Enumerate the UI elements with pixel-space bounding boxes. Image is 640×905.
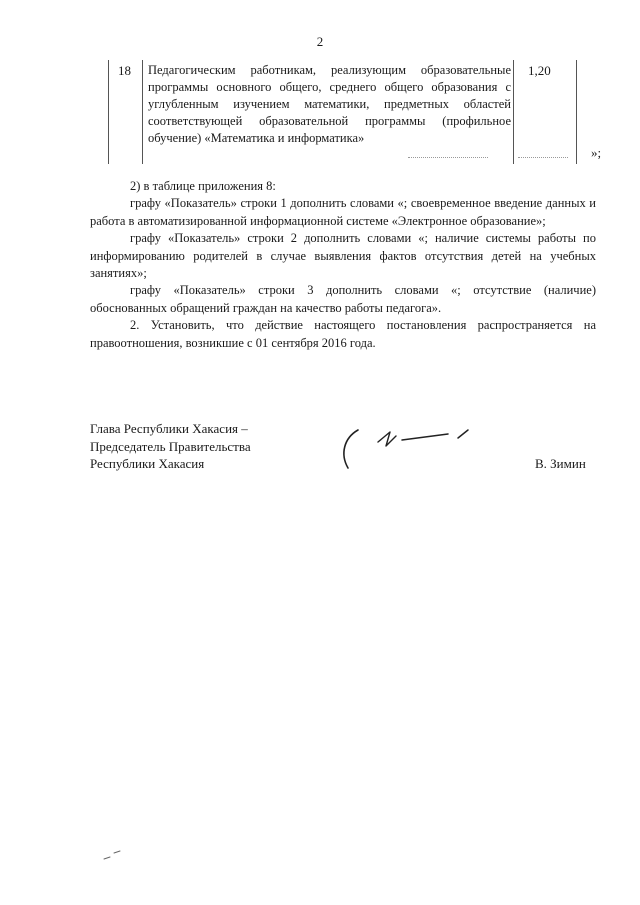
table-row-description: Педагогическим работникам, реализующим образовательные программы основного общего, среднего общего образования с углубленным изучением математики, предметных областей соответствующей образовательной программы (профильное обучение) «Математика и информатика» — [148, 63, 511, 145]
page-number: 2 — [316, 34, 324, 49]
handwritten-signature — [330, 420, 480, 475]
table-row-18 — [108, 60, 602, 164]
table-border-left — [108, 60, 109, 164]
table-border-text — [513, 60, 514, 164]
scan-mark — [100, 845, 140, 865]
table-border-right — [576, 60, 577, 164]
dotted-underline-2 — [518, 157, 568, 158]
signature-position-line-2: Председатель Правительства — [90, 438, 251, 454]
signature-position-line-3: Республики Хакасия — [90, 456, 205, 471]
table-row-number: 18 — [118, 63, 131, 78]
body-text — [90, 178, 596, 352]
paragraph-amend-appendix-8: 2) в таблице приложения 8: — [130, 179, 276, 193]
signature-position — [90, 420, 251, 473]
table-row-coefficient: 1,20 — [528, 63, 551, 78]
paragraph-row-1: графу «Показатель» строки 1 дополнить словами «; своевременное введение данных и работа в автоматизированной информационной системе «Электронное образование»; — [90, 196, 596, 228]
signatory-name: В. Зимин — [535, 456, 586, 471]
paragraph-row-3: графу «Показатель» строки 3 дополнить словами «; отсутствие (наличие) обоснованных обращений граждан на качество работы педагога». — [90, 283, 596, 315]
table-row-closing: »; — [591, 145, 602, 160]
signature-position-line-1: Глава Республики Хакасия – — [90, 421, 248, 436]
paragraph-row-2: графу «Показатель» строки 2 дополнить словами «; наличие системы работы по информированию родителей в случае выявления фактов отсутствия детей на учебных занятиях»; — [90, 231, 596, 281]
dotted-underline-1 — [408, 157, 488, 158]
paragraph-effective-date: 2. Установить, что действие настоящего постановления распространяется на правоотношения, возникшие с 01 сентября 2016 года. — [90, 318, 596, 350]
table-border-number — [142, 60, 143, 164]
